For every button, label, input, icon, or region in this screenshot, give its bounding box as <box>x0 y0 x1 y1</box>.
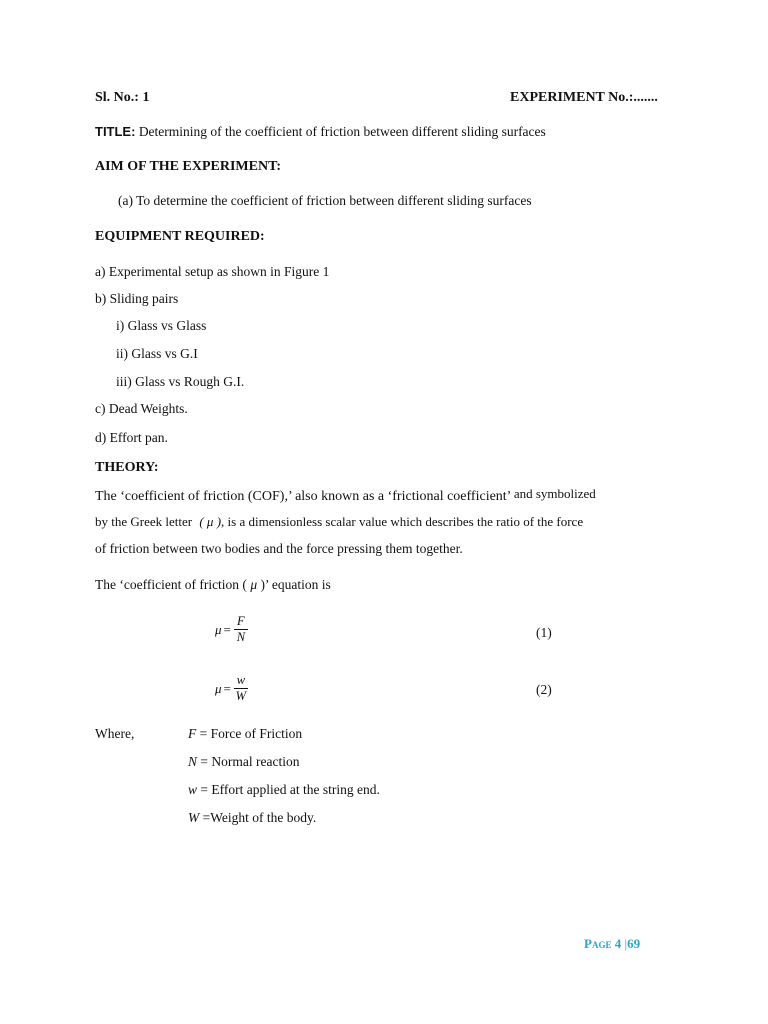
equipment-subitem: ii) Glass vs G.I <box>116 346 198 361</box>
theory-text: The ‘coefficient of friction (COF),’ also known as a ‘frictional coefficient’ <box>95 489 511 504</box>
variable-symbol: F <box>188 726 197 741</box>
numerator: F <box>237 614 245 628</box>
fraction <box>234 673 248 704</box>
equation-number: (1) <box>536 625 552 640</box>
definition-text: = Effort applied at the string end. <box>200 782 380 797</box>
equation-1 <box>215 614 248 645</box>
theory-paragraph-line-2 <box>95 514 583 530</box>
definition-text: =Weight of the body. <box>202 810 317 825</box>
definition-text: = Normal reaction <box>200 754 300 769</box>
equation-number: (2) <box>536 682 552 697</box>
definition-row <box>188 782 380 798</box>
mu-symbol: ( μ ) <box>199 514 222 529</box>
variable-symbol: N <box>188 754 198 769</box>
variable-symbol: W <box>188 810 200 825</box>
numerator: w <box>236 673 246 687</box>
equipment-item: a) Experimental setup as shown in Figure 1 <box>95 264 330 279</box>
total-pages: 69 <box>627 936 641 951</box>
equals-sign: = <box>223 621 231 637</box>
theory-text: by the Greek letter <box>95 514 193 529</box>
mu-symbol: μ <box>215 621 222 637</box>
definition-row <box>188 726 302 742</box>
title-text: Determining of the coefficient of friction between different sliding surfaces <box>138 124 546 139</box>
equipment-item: d) Effort pan. <box>95 430 168 445</box>
equipment-heading: EQUIPMENT REQUIRED: <box>95 229 265 244</box>
where-label: Where, <box>95 726 135 741</box>
equipment-subitem: i) Glass vs Glass <box>116 318 207 333</box>
equation-2 <box>215 673 248 704</box>
experiment-number: EXPERIMENT No.:....... <box>510 90 658 105</box>
theory-paragraph-line-3: of friction between two bodies and the force pressing them together. <box>95 541 463 556</box>
equation-intro <box>95 577 331 593</box>
aim-item: (a) To determine the coefficient of friction between different sliding surfaces <box>118 193 532 208</box>
theory-text: The ‘coefficient of friction ( <box>95 577 247 592</box>
equipment-item: c) Dead Weights. <box>95 401 188 416</box>
mu-symbol: μ <box>250 577 258 592</box>
theory-text: , is a dimensionless scalar value which describes the ratio of the force <box>221 514 584 529</box>
serial-number: Sl. No.: 1 <box>95 90 150 105</box>
aim-heading: AIM OF THE EXPERIMENT: <box>95 159 282 174</box>
definition-text: = Force of Friction <box>199 726 303 741</box>
mu-symbol: μ <box>215 680 222 696</box>
title-label: TITLE: <box>95 124 136 139</box>
title-line <box>95 124 546 140</box>
theory-paragraph-line-1 <box>95 488 596 505</box>
theory-heading: THEORY: <box>95 460 159 475</box>
page-label: Page <box>584 936 612 951</box>
page-number <box>584 936 640 952</box>
definition-row <box>188 754 299 770</box>
theory-text: )’ equation is <box>260 577 331 592</box>
equipment-item: b) Sliding pairs <box>95 291 179 306</box>
equipment-subitem: iii) Glass vs Rough G.I. <box>116 374 245 389</box>
fraction <box>234 614 248 645</box>
theory-text: and symbolized <box>513 486 596 501</box>
current-page: 4 <box>614 936 622 951</box>
denominator: W <box>235 689 247 703</box>
variable-symbol: w <box>188 782 198 797</box>
page-separator: | <box>624 936 628 951</box>
definition-row <box>188 810 316 826</box>
equals-sign: = <box>223 680 231 696</box>
denominator: N <box>236 630 246 644</box>
